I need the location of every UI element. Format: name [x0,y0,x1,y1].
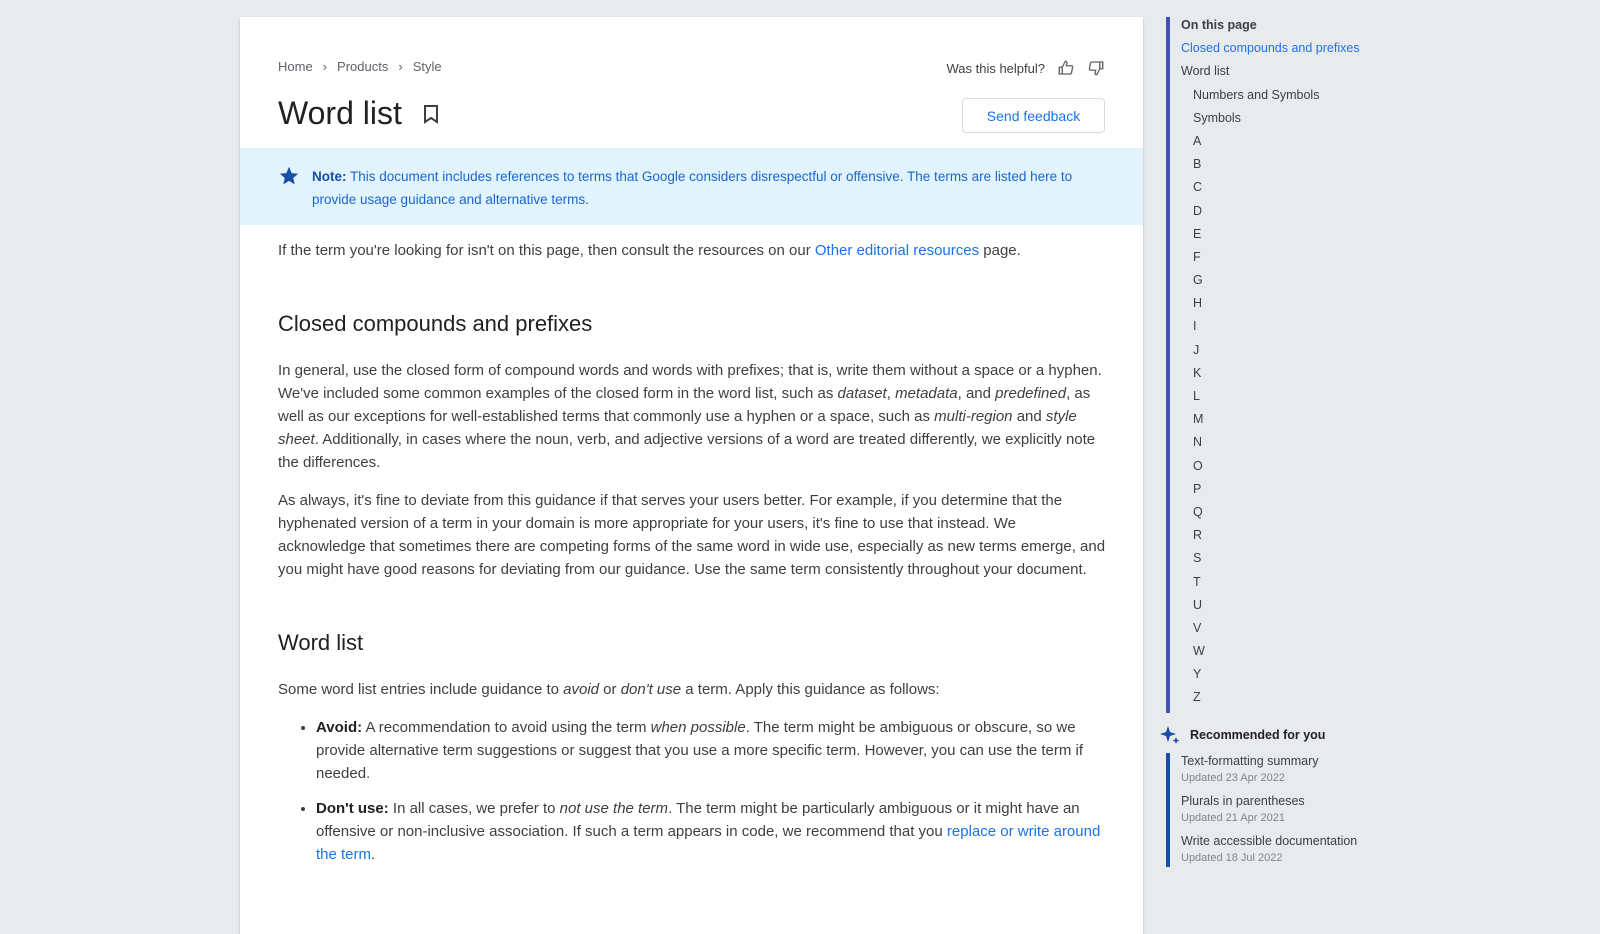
text-segment: . The term might be ambiguous or obscure, so we provide alternative term suggestions or suggest that you use a more specific term. However, you can use the term if needed. [316,719,1084,782]
toc-item[interactable]: F [1193,249,1201,264]
breadcrumb-home[interactable]: Home [278,59,313,74]
section-heading-closed-compounds: Closed compounds and prefixes [278,311,593,336]
toc-item[interactable]: G [1193,273,1203,288]
send-feedback-button[interactable]: Send feedback [962,98,1105,133]
toc-item[interactable]: A [1193,133,1202,148]
sparkle-icon [1160,725,1180,745]
text-segment: Don't use: [316,800,389,817]
toc-item[interactable]: E [1193,226,1202,241]
text-segment: avoid [563,681,600,698]
inline-link[interactable]: Other editorial resources [814,242,980,259]
toc-item[interactable]: H [1193,296,1203,311]
breadcrumb [278,59,442,74]
chevron-right-icon: › [322,59,328,74]
recommended-list [1166,753,1357,867]
thumbs-down-icon[interactable] [1087,59,1105,77]
recommended-item-title[interactable]: Write accessible documentation [1181,834,1358,848]
text-segment: and [1012,408,1046,425]
text-segment: Some word list entries include guidance to [278,681,564,698]
paragraph [278,489,1106,581]
star-icon [278,165,300,187]
article-content [278,239,1106,878]
intro-paragraph [278,239,1106,262]
text-segment: metadata [895,385,958,402]
text-segment: In all cases, we prefer to [388,800,560,817]
text-segment: not use the term [559,800,669,817]
text-segment: a term. Apply this guidance as follows: [681,681,940,698]
toc-item[interactable]: Numbers and Symbols [1193,87,1320,102]
text-segment: multi-region [934,408,1013,425]
text-segment: , [886,385,896,402]
paragraph [278,678,1106,701]
page-title [278,95,440,132]
thumbs-up-icon[interactable] [1057,59,1075,77]
text-segment: As always, it's fine to deviate from this guidance if that serves your users better. For example, if you determine that the hyphenated version of a term in your domain is more appropriate for your users, it's fine to use that instead. We acknowledge that sometimes there are competing forms of the same word in wide use, especially as new terms emerge, and you might have good reasons for deviating from our guidance. Use the same term consistently throughout your document. [278,492,1106,578]
list-item-dont-use [316,797,1106,866]
toc-item[interactable]: P [1193,481,1202,496]
toc-item[interactable]: S [1193,551,1202,566]
guidance-list [316,716,1106,866]
list-item-avoid [316,716,1106,785]
text-segment: . The term might be particularly ambiguous or it might have an offensive or non-inclusive association. If such a term appears in code, we recommend that you [316,800,1080,840]
text-segment: style sheet [278,408,1077,448]
text-segment: , and [957,385,996,402]
toc-item[interactable]: O [1193,458,1203,473]
text-segment: If the term you're looking for isn't on this page, then consult the resources on our [278,242,815,259]
recommended-item-date: Updated 21 Apr 2021 [1181,812,1285,824]
recommended-item-date: Updated 18 Jul 2022 [1181,852,1283,864]
toc-item[interactable]: Z [1193,690,1201,705]
text-segment: predefined [995,385,1067,402]
toc-item[interactable]: B [1193,157,1202,172]
text-segment: In general, use the closed form of compound words and words with prefixes; that is, write them without a space or a hyphen. We've included some common examples of the closed form in the word list, such as [278,362,1102,402]
text-segment: , as well as our exceptions for well-established terms that commonly use a hyphen or a space, such as [278,385,1091,425]
text-segment: page. [979,242,1021,259]
helpful-widget [946,59,1105,77]
recommended-item[interactable] [1181,753,1357,787]
toc-item[interactable]: C [1193,180,1203,195]
recommended-title: Recommended for you [1190,728,1326,742]
section-heading-word-list: Word list [278,630,364,655]
page-title-text: Word list [278,95,402,131]
recommended-item-title[interactable]: Text-formatting summary [1181,754,1319,768]
toc-item[interactable]: T [1193,574,1201,589]
recommended-item[interactable] [1181,793,1357,827]
chevron-right-icon: › [398,59,403,74]
paragraph [278,359,1106,474]
note-text: This document includes references to terms that Google considers disrespectful or offensive. The terms are listed here to provide usage guidance and alternative terms. [312,169,1073,207]
toc-item[interactable]: Q [1193,504,1203,519]
toc-item[interactable]: D [1193,203,1203,218]
toc-item[interactable]: K [1193,365,1202,380]
recommended-item-date: Updated 23 Apr 2022 [1181,772,1285,784]
toc-item[interactable]: N [1193,435,1203,450]
inline-link[interactable]: replace or write around the term [316,823,1101,863]
text-segment: or [599,681,621,698]
table-of-contents [1166,17,1426,713]
breadcrumb-products[interactable]: Products [337,59,389,74]
main-card [240,17,1143,934]
text-segment: . [371,846,376,863]
toc-item[interactable]: W [1193,644,1205,659]
recommended-item-title[interactable]: Plurals in parentheses [1181,794,1305,808]
text-segment: dataset [837,385,887,402]
toc-item[interactable]: Symbols [1193,110,1241,125]
toc-item[interactable]: U [1193,597,1203,612]
toc-item[interactable]: R [1193,528,1203,543]
toc-item[interactable]: L [1193,389,1200,403]
toc-item[interactable]: Y [1193,667,1202,682]
toc-item[interactable]: M [1193,412,1204,427]
text-segment: A recommendation to avoid using the term [362,719,651,736]
toc-item[interactable]: V [1193,620,1202,635]
toc-item[interactable]: J [1193,342,1200,357]
bookmark-icon[interactable] [422,104,440,124]
breadcrumb-style[interactable]: Style [412,59,442,74]
toc-item[interactable]: Closed compounds and prefixes [1181,41,1360,56]
recommended-heading [1160,725,1357,745]
toc-item[interactable]: I [1193,319,1197,334]
text-segment: Avoid: [316,719,363,736]
recommended-panel [1160,725,1357,873]
text-segment: . Additionally, in cases where the noun, verb, and adjective versions of a word are treated differently, we explicitly note the differences. [278,431,1096,471]
note-label: Note: [312,169,347,184]
text-segment: don't use [620,681,682,698]
recommended-item[interactable] [1181,833,1357,867]
text-segment: when possible [650,719,746,736]
toc-heading: On this page [1181,18,1257,32]
helpful-label: Was this helpful? [946,60,1045,76]
note-banner [240,148,1143,225]
toc-item[interactable]: Word list [1181,64,1230,79]
